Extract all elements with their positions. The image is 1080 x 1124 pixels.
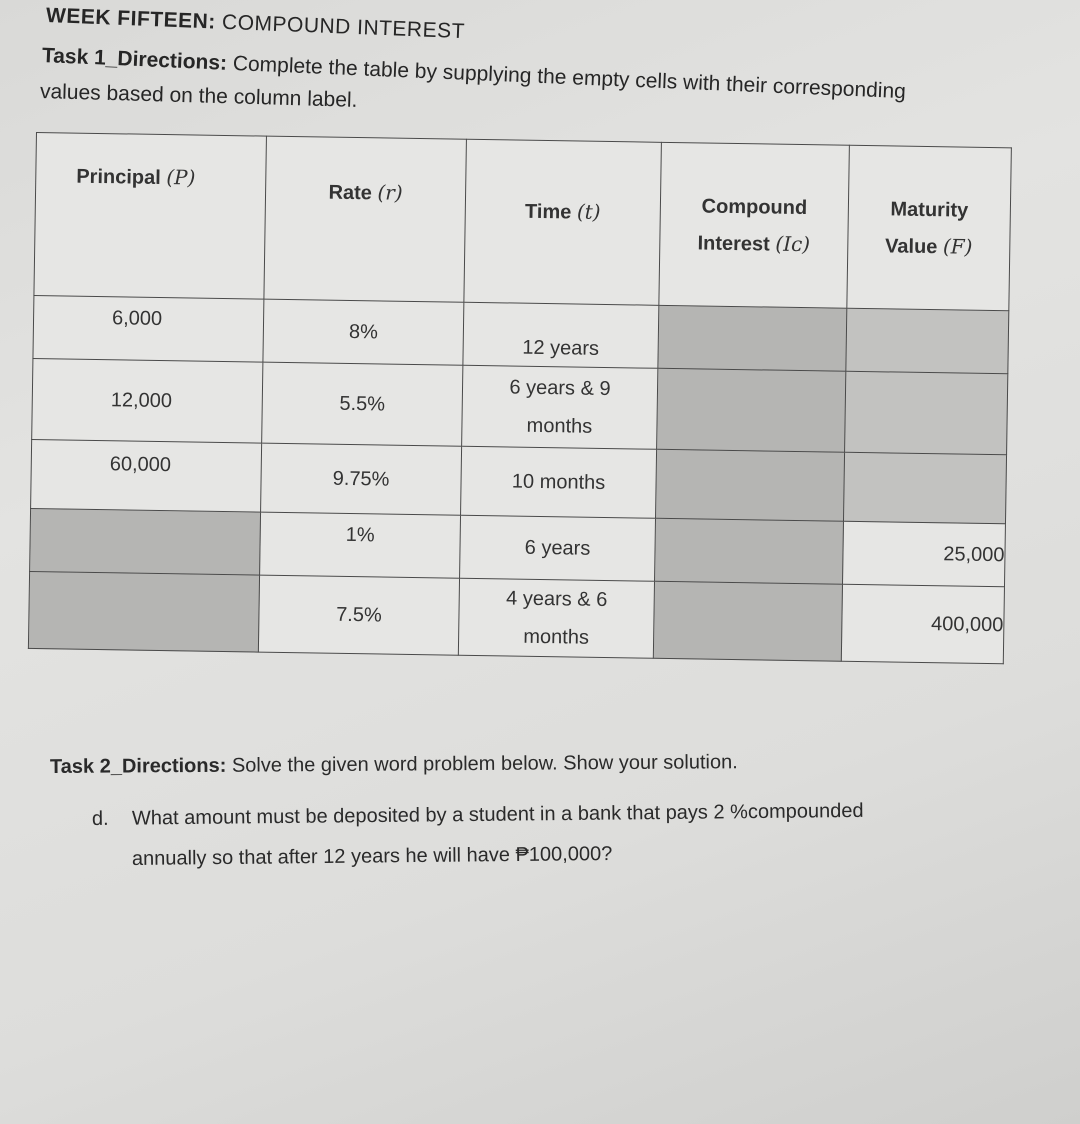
cell-rate: 5.5%	[262, 362, 463, 446]
cell-principal: 12,000	[32, 358, 263, 443]
cell-compound-interest-empty[interactable]	[657, 368, 846, 452]
cell-rate: 1%	[260, 512, 461, 578]
task1-label: Task 1_Directions:	[41, 44, 228, 75]
cell-maturity-value: 25,000	[842, 521, 1005, 587]
cell-principal: 6,000	[33, 295, 264, 362]
compound-interest-table	[28, 132, 1012, 664]
cell-maturity-value-empty[interactable]	[845, 371, 1008, 455]
week-label: WEEK FIFTEEN:	[45, 4, 217, 34]
question-d	[92, 800, 864, 831]
header-compound-interest: Compound Interest (Iᴄ)	[659, 142, 850, 308]
cell-rate: 9.75%	[261, 443, 462, 515]
cell-compound-interest-empty[interactable]	[658, 305, 847, 371]
cell-maturity-value: 400,000	[841, 584, 1004, 664]
compound-interest-table-wrap	[29, 132, 1011, 649]
week-topic: COMPOUND INTEREST	[221, 10, 466, 44]
header-time: Time (t)	[464, 139, 662, 305]
task2-text: Solve the given word problem below. Show your solution.	[231, 751, 738, 777]
cell-time: 10 months	[461, 446, 657, 518]
header-rate: Rate (r)	[264, 136, 467, 302]
cell-compound-interest-empty[interactable]	[653, 581, 842, 661]
task1-directions-cont	[40, 80, 358, 113]
cell-time: 6 years & 9 months	[462, 365, 658, 449]
cell-compound-interest-empty[interactable]	[655, 518, 844, 584]
cell-time: 4 years & 6 months	[458, 578, 654, 658]
cell-rate: 7.5%	[258, 575, 459, 655]
header-maturity-value: Maturity Value (F)	[847, 145, 1012, 311]
task1-text-line1: Complete the table by supplying the empty cells with their corresponding	[232, 52, 907, 104]
task2-label: Task 2_Directions:	[49, 754, 227, 778]
cell-rate: 8%	[263, 299, 464, 365]
task1-text-line2: values based on the column label.	[39, 80, 358, 112]
cell-compound-interest-empty[interactable]	[656, 449, 845, 521]
cell-principal-empty[interactable]	[28, 571, 259, 652]
cell-principal: 60,000	[31, 439, 262, 512]
week-title	[46, 4, 466, 44]
cell-maturity-value-empty[interactable]	[846, 308, 1009, 374]
table-header-row	[34, 133, 1011, 311]
cell-maturity-value-empty[interactable]	[843, 452, 1006, 524]
question-letter: d.	[91, 807, 109, 830]
task2-directions	[50, 751, 738, 779]
table-row	[32, 358, 1008, 454]
table-row	[28, 571, 1004, 663]
cell-time: 6 years	[460, 515, 656, 581]
question-line1: What amount must be deposited by a student in a bank that pays 2 %compounded	[131, 799, 864, 830]
cell-principal-empty[interactable]	[30, 508, 261, 575]
header-principal: Principal (P)	[34, 133, 267, 300]
question-line2: annually so that after 12 years he will have ₱100,000?	[131, 842, 613, 870]
question-d-cont	[132, 843, 613, 871]
cell-time: 12 years	[463, 302, 659, 368]
